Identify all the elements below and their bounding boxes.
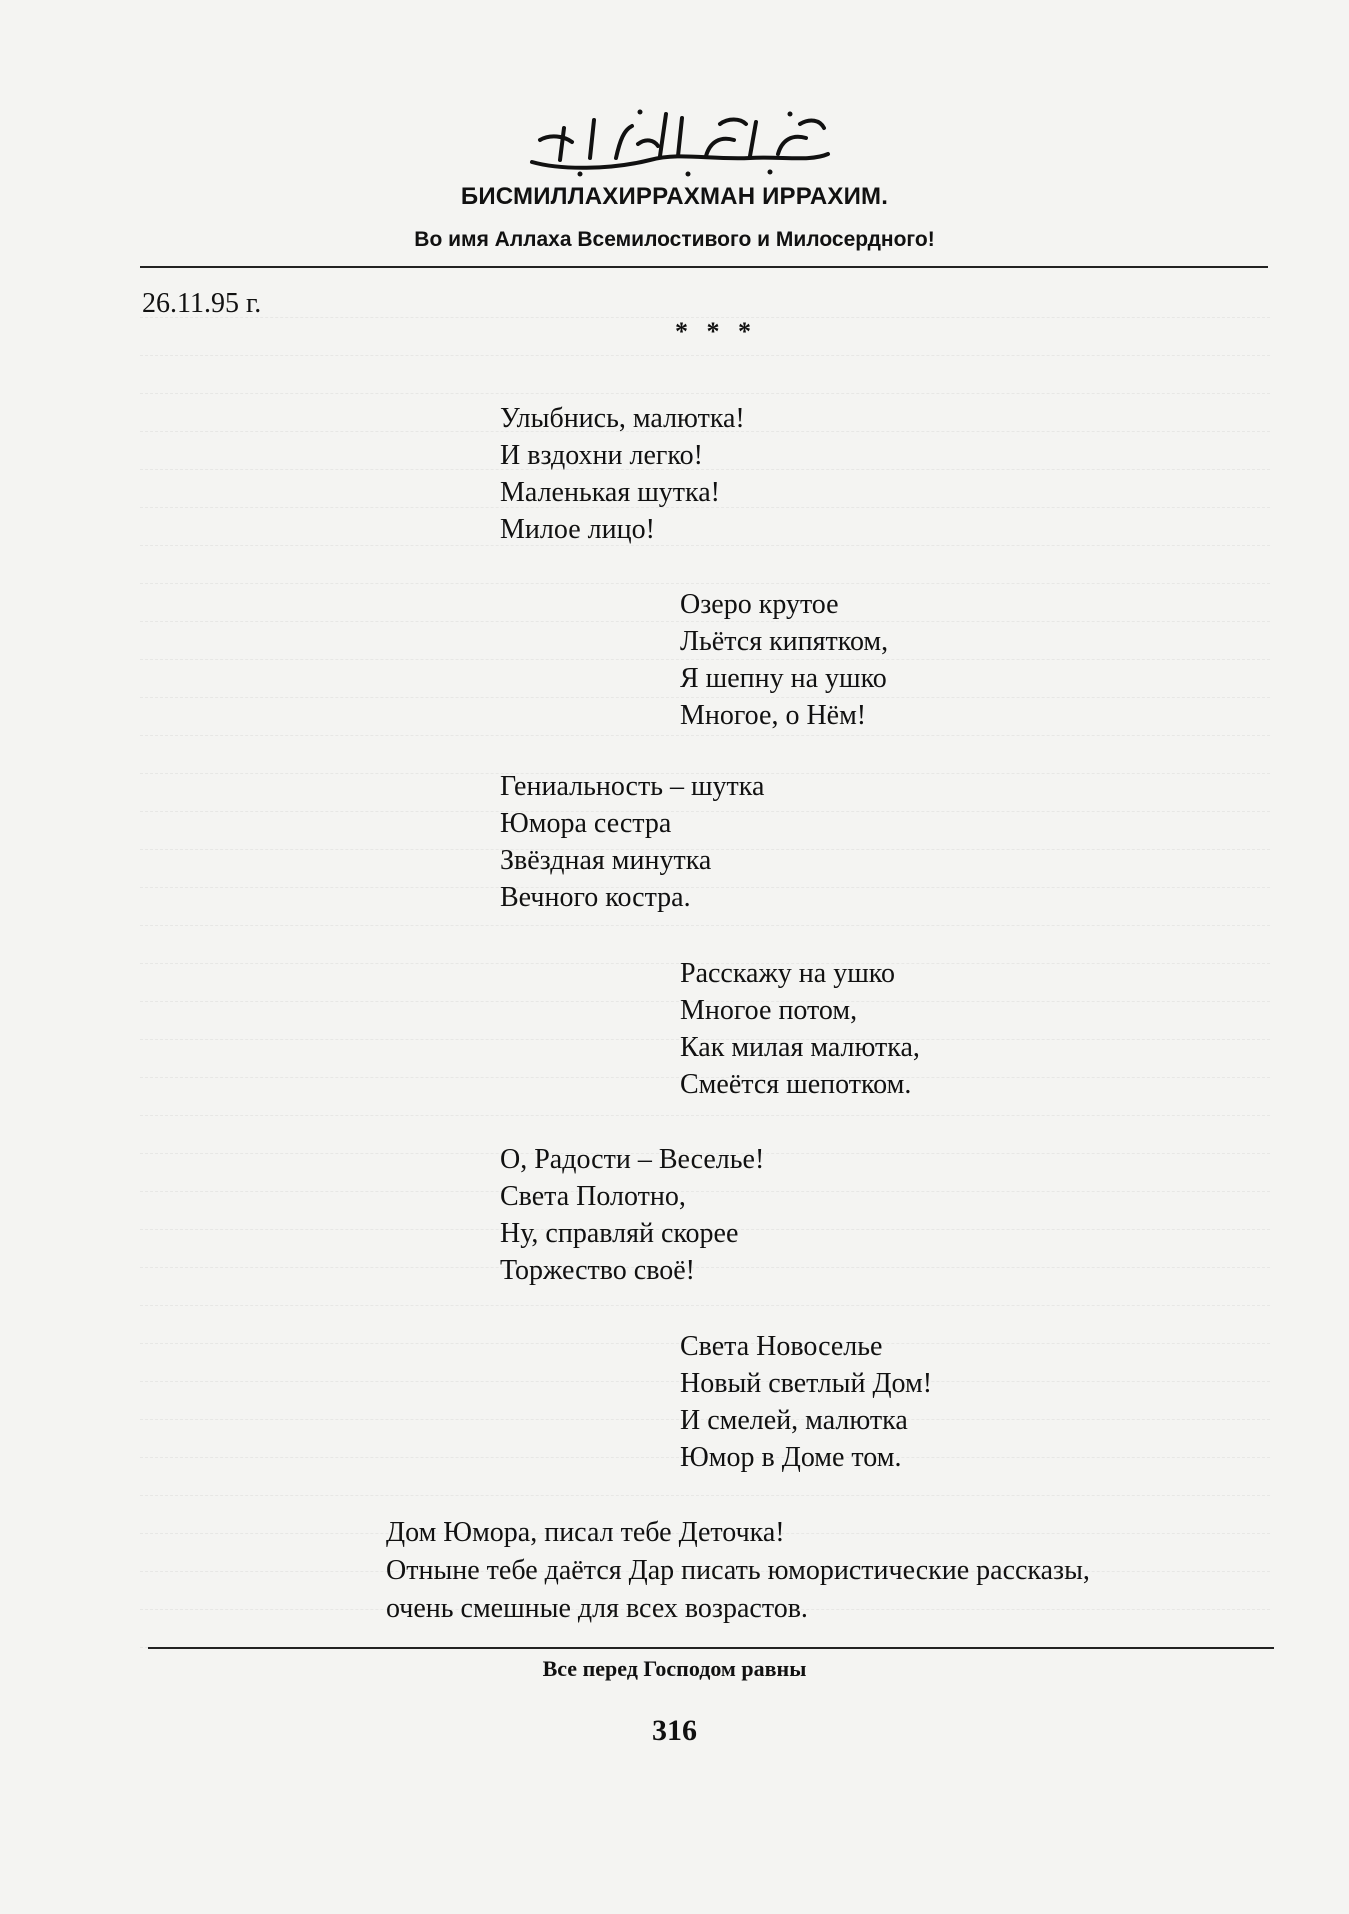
poem-line: Торжество своё! — [500, 1255, 696, 1286]
poem-line: Милое лицо! — [500, 514, 655, 545]
poem-line: Юмора сестра — [500, 808, 672, 839]
poem-line: Многое потом, — [680, 995, 858, 1026]
footer-running-title: Все перед Господом равны — [542, 1656, 807, 1681]
poem-stanza-3 — [500, 768, 764, 916]
poem-line: Света Новоселье — [680, 1331, 883, 1362]
poem-line: Юмор в Доме том. — [680, 1442, 902, 1473]
header-subtitle: Во имя Аллаха Всемилостивого и Милосердного! — [414, 228, 935, 251]
poem-stanza-2 — [680, 586, 888, 734]
poem-line: Смеётся шепотком. — [680, 1069, 912, 1100]
poem-line: Новый светлый Дом! — [680, 1368, 933, 1399]
poem-line: Вечного костра. — [500, 882, 691, 913]
poem-line: Звёздная минутка — [500, 845, 712, 876]
poem-line: О, Радости – Веселье! — [500, 1144, 765, 1175]
poem-line: Я шепну на ушко — [680, 663, 887, 694]
header-divider — [140, 266, 1268, 268]
arabic-calligraphy-logo — [520, 100, 840, 180]
poem-line: Многое, о Нём! — [680, 700, 867, 731]
poem-line: Света Полотно, — [500, 1181, 686, 1212]
poem-line: Гениальность – шутка — [500, 771, 765, 802]
closing-line: Дом Юмора, писал тебе Деточка! — [386, 1517, 785, 1548]
poem-stanza-6 — [680, 1328, 932, 1476]
poem-line: И вздохни легко! — [500, 440, 703, 471]
poem-line: Маленькая шутка! — [500, 477, 720, 508]
closing-paragraph — [386, 1514, 1090, 1628]
poem-stanza-5 — [500, 1141, 764, 1289]
poem-line: Улыбнись, малютка! — [500, 403, 745, 434]
header-title: БИСМИЛЛАХИРРАХМАН ИРРАХИМ. — [460, 183, 889, 210]
poem-line: Льётся кипятком, — [680, 626, 889, 657]
poem-line: Как милая малютка, — [680, 1032, 920, 1063]
poem-line: Озеро крутое — [680, 589, 839, 620]
closing-line: очень смешные для всех возрастов. — [386, 1593, 808, 1624]
page-number: 316 — [652, 1714, 697, 1747]
footer-divider — [148, 1647, 1274, 1649]
poem-stanza-4 — [680, 955, 920, 1103]
closing-line: Отныне тебе даётся Дар писать юмористические рассказы, — [386, 1555, 1090, 1586]
poem-line: И смелей, малютка — [680, 1405, 908, 1436]
poem-line: Расскажу на ушко — [680, 958, 895, 989]
entry-date: 26.11.95 г. — [142, 288, 262, 319]
poem-line: Ну, справляй скорее — [500, 1218, 739, 1249]
poem-stanza-1 — [500, 400, 745, 548]
section-separator: * * * — [675, 317, 757, 346]
